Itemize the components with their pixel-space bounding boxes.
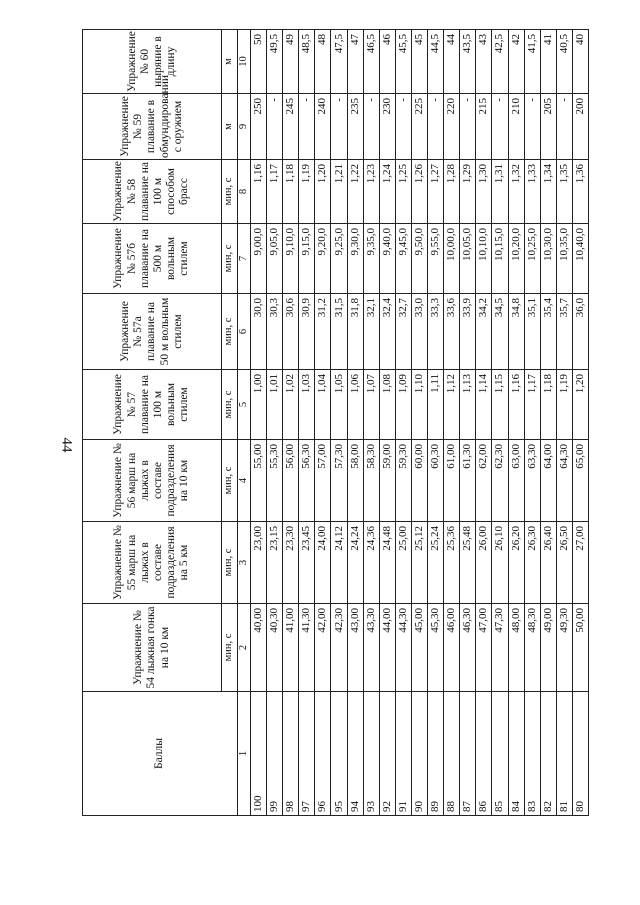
value-cell: 64,30 [556, 440, 572, 522]
table-row [267, 30, 283, 816]
value-cell: 1,17 [267, 160, 283, 224]
value-cell: 1,31 [492, 160, 508, 224]
value-cell: 63,00 [508, 440, 524, 522]
value-cell: 9,20,0 [315, 224, 331, 294]
value-cell: 42,5 [492, 30, 508, 94]
value-cell: 31,8 [347, 294, 363, 370]
header-unit: мин, с [222, 160, 238, 224]
value-cell: 1,20 [572, 370, 588, 440]
value-cell: 1,22 [347, 160, 363, 224]
norms-table [82, 29, 589, 816]
points-cell: 85 [492, 692, 508, 816]
value-cell: 44,5 [428, 30, 444, 94]
table-row [508, 30, 524, 816]
value-cell: - [299, 94, 315, 160]
points-cell: 91 [395, 692, 411, 816]
value-cell: 44,00 [379, 604, 395, 692]
points-cell: 96 [315, 692, 331, 816]
header-unit: м [222, 94, 238, 160]
value-cell: 1,12 [444, 370, 460, 440]
value-cell: 1,03 [299, 370, 315, 440]
header-column-number: 7 [238, 224, 251, 294]
value-cell: 1,24 [379, 160, 395, 224]
table-row [460, 30, 476, 816]
header-title: Упражнение № 56 марш на лыжах в составе подразделения на 10 км [83, 440, 222, 522]
value-cell: 9,30,0 [347, 224, 363, 294]
value-cell: 35,4 [540, 294, 556, 370]
value-cell: 205 [540, 94, 556, 160]
points-cell: 82 [540, 692, 556, 816]
value-cell: 48,5 [299, 30, 315, 94]
value-cell: 9,45,0 [395, 224, 411, 294]
value-cell: 23,30 [283, 522, 299, 604]
points-cell: 93 [363, 692, 379, 816]
value-cell: 215 [476, 94, 492, 160]
value-cell: 49,00 [540, 604, 556, 692]
value-cell: 31,5 [331, 294, 347, 370]
value-cell: 1,32 [508, 160, 524, 224]
value-cell: 10,05,0 [460, 224, 476, 294]
value-cell: 30,0 [251, 294, 267, 370]
value-cell: 26,30 [524, 522, 540, 604]
value-cell: 1,06 [347, 370, 363, 440]
value-cell: 9,15,0 [299, 224, 315, 294]
value-cell: 10,00,0 [444, 224, 460, 294]
value-cell: 48,30 [524, 604, 540, 692]
value-cell: 49 [283, 30, 299, 94]
value-cell: 24,00 [315, 522, 331, 604]
value-cell: 42 [508, 30, 524, 94]
table-row [492, 30, 508, 816]
points-cell: 84 [508, 692, 524, 816]
value-cell: 1,05 [331, 370, 347, 440]
value-cell: 44 [444, 30, 460, 94]
value-cell: 1,14 [476, 370, 492, 440]
header-title: Упражнение № 57б плавание на 500 м вольным стилем [83, 224, 222, 294]
value-cell: 1,17 [524, 370, 540, 440]
header-unit: мин, с [222, 294, 238, 370]
header-column-number: 1 [238, 692, 251, 816]
points-cell: 88 [444, 692, 460, 816]
value-cell: 61,30 [460, 440, 476, 522]
value-cell: 65,00 [572, 440, 588, 522]
value-cell: 30,6 [283, 294, 299, 370]
value-cell: 27,00 [572, 522, 588, 604]
value-cell: 1,08 [379, 370, 395, 440]
value-cell: 1,28 [444, 160, 460, 224]
value-cell: - [363, 94, 379, 160]
value-cell: 46,30 [460, 604, 476, 692]
header-unit: мин, с [222, 370, 238, 440]
header-title: Упражнение № 55 марш на лыжах в составе подразделения на 5 км [83, 522, 222, 604]
table-row [363, 30, 379, 816]
value-cell: 30,3 [267, 294, 283, 370]
points-cell: 80 [572, 692, 588, 816]
value-cell: 40,5 [556, 30, 572, 94]
value-cell: 58,30 [363, 440, 379, 522]
value-cell: 49,30 [556, 604, 572, 692]
header-unit: мин, с [222, 604, 238, 692]
points-cell: 100 [251, 692, 267, 816]
points-cell: 99 [267, 692, 283, 816]
points-cell: 86 [476, 692, 492, 816]
value-cell: 24,24 [347, 522, 363, 604]
value-cell: 9,55,0 [428, 224, 444, 294]
table-row [556, 30, 572, 816]
value-cell: 240 [315, 94, 331, 160]
norms-table-container [82, 30, 586, 816]
value-cell: 23,45 [299, 522, 315, 604]
value-cell: 34,5 [492, 294, 508, 370]
value-cell: - [556, 94, 572, 160]
value-cell: 25,48 [460, 522, 476, 604]
value-cell: 1,10 [411, 370, 427, 440]
value-cell: 10,15,0 [492, 224, 508, 294]
header-column-number: 2 [238, 604, 251, 692]
header-unit: мин, с [222, 440, 238, 522]
points-cell: 95 [331, 692, 347, 816]
header-column-number: 3 [238, 522, 251, 604]
value-cell: - [524, 94, 540, 160]
value-cell: 9,50,0 [411, 224, 427, 294]
value-cell: 61,00 [444, 440, 460, 522]
value-cell: 45,5 [395, 30, 411, 94]
value-cell: 220 [444, 94, 460, 160]
points-cell: 90 [411, 692, 427, 816]
value-cell: 45,30 [428, 604, 444, 692]
value-cell: 1,16 [508, 370, 524, 440]
value-cell: 1,36 [572, 160, 588, 224]
header-column-number: 9 [238, 94, 251, 160]
value-cell: 57,30 [331, 440, 347, 522]
value-cell: 1,18 [540, 370, 556, 440]
value-cell: 10,30,0 [540, 224, 556, 294]
points-cell: 97 [299, 692, 315, 816]
value-cell: 32,1 [363, 294, 379, 370]
header-title: Упражнение № 59 плавание в обмундировании с оружием [83, 94, 222, 160]
value-cell: 46,00 [444, 604, 460, 692]
value-cell: 1,30 [476, 160, 492, 224]
header-column-number: 4 [238, 440, 251, 522]
value-cell: 1,25 [395, 160, 411, 224]
table-row [444, 30, 460, 816]
points-cell: 81 [556, 692, 572, 816]
value-cell: 48,00 [508, 604, 524, 692]
header-unit: мин, с [222, 224, 238, 294]
value-cell: 40,00 [251, 604, 267, 692]
value-cell: 43,30 [363, 604, 379, 692]
page-number: 44 [58, 437, 75, 453]
table-row [315, 30, 331, 816]
value-cell: 25,12 [411, 522, 427, 604]
points-cell: 94 [347, 692, 363, 816]
value-cell: 60,30 [428, 440, 444, 522]
value-cell: 9,05,0 [267, 224, 283, 294]
value-cell: - [267, 94, 283, 160]
value-cell: 1,18 [283, 160, 299, 224]
table-row [428, 30, 444, 816]
value-cell: 41 [540, 30, 556, 94]
value-cell: 9,10,0 [283, 224, 299, 294]
value-cell: 46,5 [363, 30, 379, 94]
value-cell: - [331, 94, 347, 160]
value-cell: 43,5 [460, 30, 476, 94]
header-title: Упражнение № 60 ныряние в длину [83, 30, 222, 94]
value-cell: 10,25,0 [524, 224, 540, 294]
header-titles-row [83, 30, 222, 816]
value-cell: 26,40 [540, 522, 556, 604]
value-cell: 230 [379, 94, 395, 160]
header-unit: м [222, 30, 238, 94]
value-cell: 33,6 [444, 294, 460, 370]
header-unit: мин, с [222, 522, 238, 604]
value-cell: 9,40,0 [379, 224, 395, 294]
header-numbers-row [238, 30, 251, 816]
value-cell: 25,36 [444, 522, 460, 604]
value-cell: 41,30 [299, 604, 315, 692]
value-cell: 45 [411, 30, 427, 94]
table-row [411, 30, 427, 816]
table-row [379, 30, 395, 816]
value-cell: 225 [411, 94, 427, 160]
value-cell: 63,30 [524, 440, 540, 522]
header-column-number: 5 [238, 370, 251, 440]
value-cell: 45,00 [411, 604, 427, 692]
value-cell: 1,33 [524, 160, 540, 224]
value-cell: 245 [283, 94, 299, 160]
header-title-points: Баллы [83, 692, 238, 816]
value-cell: 31,2 [315, 294, 331, 370]
header-title: Упражнение № 57а плавание на 50 м вольным стилем [83, 294, 222, 370]
value-cell: 50,00 [572, 604, 588, 692]
value-cell: 41,5 [524, 30, 540, 94]
value-cell: 10,10,0 [476, 224, 492, 294]
value-cell: 1,02 [283, 370, 299, 440]
table-row [395, 30, 411, 816]
value-cell: 24,36 [363, 522, 379, 604]
value-cell: 1,35 [556, 160, 572, 224]
table-row [524, 30, 540, 816]
value-cell: 48 [315, 30, 331, 94]
value-cell: 33,0 [411, 294, 427, 370]
value-cell: 59,30 [395, 440, 411, 522]
value-cell: 1,07 [363, 370, 379, 440]
value-cell: 35,1 [524, 294, 540, 370]
value-cell: 62,30 [492, 440, 508, 522]
value-cell: 60,00 [411, 440, 427, 522]
value-cell: 33,9 [460, 294, 476, 370]
value-cell: 1,04 [315, 370, 331, 440]
points-cell: 87 [460, 692, 476, 816]
value-cell: 26,00 [476, 522, 492, 604]
value-cell: - [428, 94, 444, 160]
value-cell: 33,3 [428, 294, 444, 370]
value-cell: 26,50 [556, 522, 572, 604]
value-cell: 32,7 [395, 294, 411, 370]
points-cell: 92 [379, 692, 395, 816]
value-cell: 250 [251, 94, 267, 160]
value-cell: 46 [379, 30, 395, 94]
value-cell: 235 [347, 94, 363, 160]
value-cell: 43 [476, 30, 492, 94]
value-cell: 24,12 [331, 522, 347, 604]
value-cell: - [492, 94, 508, 160]
value-cell: 49,5 [267, 30, 283, 94]
header-column-number: 8 [238, 160, 251, 224]
value-cell: 50 [251, 30, 267, 94]
value-cell: 23,00 [251, 522, 267, 604]
value-cell: 47 [347, 30, 363, 94]
value-cell: 1,16 [251, 160, 267, 224]
value-cell: 40 [572, 30, 588, 94]
value-cell: - [460, 94, 476, 160]
value-cell: 40,30 [267, 604, 283, 692]
value-cell: 9,35,0 [363, 224, 379, 294]
value-cell: 57,00 [315, 440, 331, 522]
value-cell: 25,24 [428, 522, 444, 604]
value-cell: 10,40,0 [572, 224, 588, 294]
value-cell: 35,7 [556, 294, 572, 370]
value-cell: 1,00 [251, 370, 267, 440]
value-cell: 1,09 [395, 370, 411, 440]
value-cell: 1,15 [492, 370, 508, 440]
header-title: Упражнение № 58 плавание на 100 м способом брасс [83, 160, 222, 224]
value-cell: 56,00 [283, 440, 299, 522]
value-cell: 42,00 [315, 604, 331, 692]
table-row [283, 30, 299, 816]
value-cell: 44,30 [395, 604, 411, 692]
points-cell: 89 [428, 692, 444, 816]
value-cell: 55,00 [251, 440, 267, 522]
points-cell: 98 [283, 692, 299, 816]
value-cell: 34,8 [508, 294, 524, 370]
value-cell: 62,00 [476, 440, 492, 522]
value-cell: 26,20 [508, 522, 524, 604]
table-row [331, 30, 347, 816]
value-cell: 1,11 [428, 370, 444, 440]
value-cell: 43,00 [347, 604, 363, 692]
value-cell: 25,00 [395, 522, 411, 604]
value-cell: 55,30 [267, 440, 283, 522]
value-cell: 58,00 [347, 440, 363, 522]
header-column-number: 6 [238, 294, 251, 370]
value-cell: 1,13 [460, 370, 476, 440]
value-cell: 41,00 [283, 604, 299, 692]
value-cell: 10,35,0 [556, 224, 572, 294]
table-row [299, 30, 315, 816]
table-body [251, 30, 589, 816]
value-cell: 9,00,0 [251, 224, 267, 294]
points-cell: 83 [524, 692, 540, 816]
value-cell: 24,48 [379, 522, 395, 604]
value-cell: 1,21 [331, 160, 347, 224]
header-title: Упражнение № 57 плавание на 100 м вольным стилем [83, 370, 222, 440]
table-row [476, 30, 492, 816]
value-cell: 1,29 [460, 160, 476, 224]
value-cell: 1,27 [428, 160, 444, 224]
value-cell: 210 [508, 94, 524, 160]
value-cell: 30,9 [299, 294, 315, 370]
value-cell: 1,19 [299, 160, 315, 224]
value-cell: 9,25,0 [331, 224, 347, 294]
value-cell: 1,34 [540, 160, 556, 224]
value-cell: 1,26 [411, 160, 427, 224]
value-cell: 47,00 [476, 604, 492, 692]
value-cell: 1,20 [315, 160, 331, 224]
value-cell: 47,5 [331, 30, 347, 94]
value-cell: - [395, 94, 411, 160]
value-cell: 59,00 [379, 440, 395, 522]
table-row [251, 30, 267, 816]
table-row [540, 30, 556, 816]
table-row [347, 30, 363, 816]
value-cell: 1,19 [556, 370, 572, 440]
value-cell: 42,30 [331, 604, 347, 692]
value-cell: 32,4 [379, 294, 395, 370]
value-cell: 47,30 [492, 604, 508, 692]
header-title: Упражнение № 54 лыжная гонка на 10 км [83, 604, 222, 692]
value-cell: 26,10 [492, 522, 508, 604]
value-cell: 56,30 [299, 440, 315, 522]
value-cell: 200 [572, 94, 588, 160]
value-cell: 1,23 [363, 160, 379, 224]
header-column-number: 10 [238, 30, 251, 94]
value-cell: 34,2 [476, 294, 492, 370]
value-cell: 10,20,0 [508, 224, 524, 294]
value-cell: 1,01 [267, 370, 283, 440]
table-row [572, 30, 588, 816]
value-cell: 64,00 [540, 440, 556, 522]
value-cell: 23,15 [267, 522, 283, 604]
value-cell: 36,0 [572, 294, 588, 370]
